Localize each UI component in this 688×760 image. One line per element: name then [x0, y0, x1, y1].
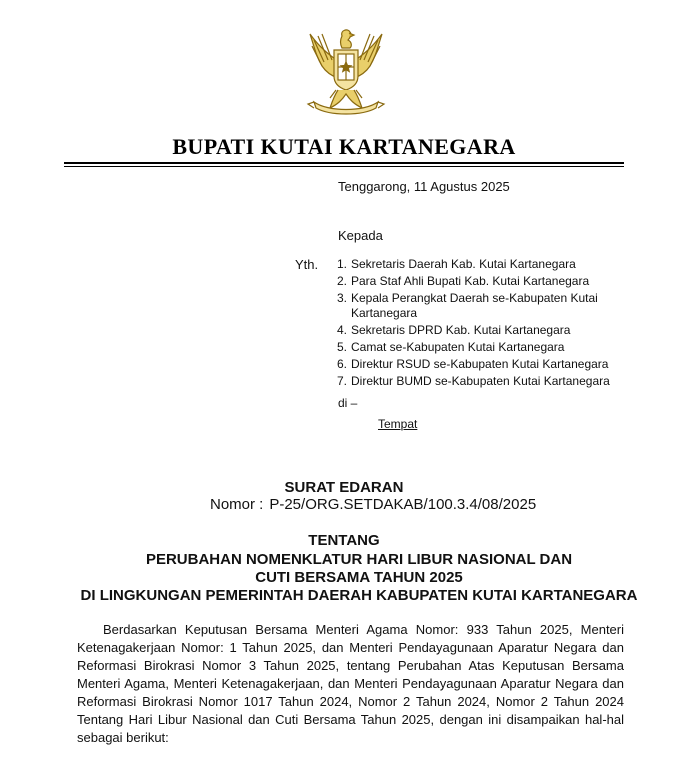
recipient-text: Camat se-Kabupaten Kutai Kartanegara	[351, 340, 565, 354]
di-label: di –	[338, 396, 358, 410]
recipient-text: Sekretaris Daerah Kab. Kutai Kartanegara	[351, 257, 576, 271]
header-divider-thin	[64, 166, 624, 167]
recipient-number: 1.	[337, 257, 348, 271]
list-item	[337, 274, 637, 289]
recipient-number: 2.	[337, 274, 348, 288]
recipient-text: Direktur BUMD se-Kabupaten Kutai Kartanegara	[351, 374, 610, 388]
recipient-text: Para Staf Ahli Bupati Kab. Kutai Kartanegara	[351, 274, 590, 288]
subject-line: DI LINGKUNGAN PEMERINTAH DAERAH KABUPATEN KUTAI KARTANEGARA	[80, 587, 638, 604]
yth-label: Yth.	[295, 257, 319, 272]
list-item	[337, 291, 637, 321]
list-item	[337, 374, 637, 389]
garuda-emblem-icon	[300, 26, 392, 118]
recipient-number: 7.	[337, 374, 348, 388]
recipient-number: 3.	[337, 291, 348, 305]
list-item	[337, 340, 637, 355]
list-item	[337, 257, 637, 272]
subject-line: PERUBAHAN NOMENKLATUR HARI LIBUR NASIONAL DAN	[145, 551, 573, 568]
tempat-label: Tempat	[378, 417, 418, 431]
recipient-list	[337, 257, 637, 391]
recipient-number: 4.	[337, 323, 348, 337]
nomor-label: Nomor :	[210, 496, 264, 513]
office-title: BUPATI KUTAI KARTANEGARA	[172, 134, 516, 159]
list-item	[337, 323, 637, 338]
header-divider-thick	[64, 162, 624, 164]
recipient-number: 5.	[337, 340, 348, 354]
tentang-label: TENTANG	[308, 532, 380, 549]
recipient-text: Kepala Perangkat Daerah se-Kabupaten Kutai Kartanegara	[351, 291, 598, 320]
body-paragraph: Berdasarkan Keputusan Bersama Menteri Agama Nomor: 933 Tahun 2025, Menteri Ketenagakerjaan Nomor: 1 Tahun 2025, dan Menteri Pendayagunaan Aparatur Negara dan Reformasi Birokrasi Nomor 3 Tahun 2025, tentang Perubahan Atas Keputusan Bersama Menteri Agama, Menteri Ketenagakerjaan, dan Menteri Pendayagunaan Aparatur Negara dan Reformasi Birokrasi Nomor 1017 Tahun 2024, Nomor 2 Tahun 2024, Nomor 2 Tahun 2024 Tentang Hari Libur Nasional dan Cuti Bersama Tahun 2025, dengan ini disampaikan hal-hal sebagai berikut:	[77, 622, 624, 745]
kepada-label: Kepada	[338, 228, 383, 243]
list-item	[337, 357, 637, 372]
subject-line: CUTI BERSAMA TAHUN 2025	[255, 569, 463, 586]
circular-subject	[40, 551, 678, 605]
recipient-text: Sekretaris DPRD Kab. Kutai Kartanegara	[351, 323, 571, 337]
recipient-text: Direktur RSUD se-Kabupaten Kutai Kartanegara	[351, 357, 609, 371]
place-date: Tenggarong, 11 Agustus 2025	[338, 179, 510, 194]
nomor-value: P-25/ORG.SETDAKAB/100.3.4/08/2025	[269, 496, 537, 513]
circular-number	[210, 496, 536, 513]
recipient-number: 6.	[337, 357, 348, 371]
circular-title: SURAT EDARAN	[284, 479, 404, 496]
